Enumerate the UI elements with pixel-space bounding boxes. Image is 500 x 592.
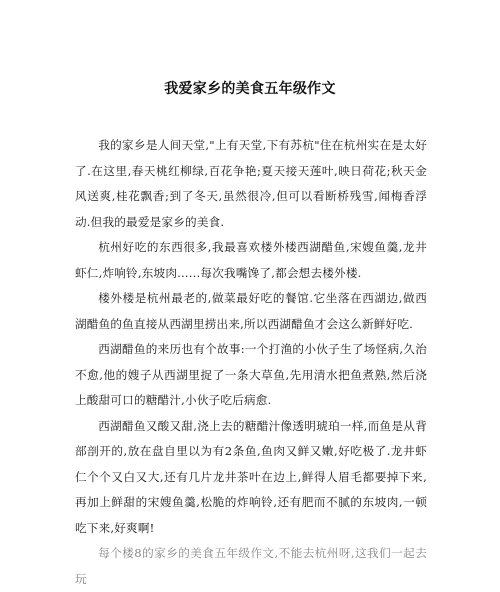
paragraph-3: 楼外楼是杭州最老的,做菜最好吃的餐馆.它坐落在西湖边,做西湖醋鱼的鱼直接从西湖里捞出来,所以西湖醋鱼才会这么新鲜好吃. [75,291,427,331]
paragraph-2: 杭州好吃的东西很多,我最喜欢楼外楼西湖醋鱼,宋嫂鱼羹,龙井虾仁,炸响铃,东坡肉......每次我嘴馋了,都会想去楼外楼. [75,240,427,280]
paragraph-1: 我的家乡是人间天堂,"上有天堂,下有苏杭"住在杭州实在是太好了.在这里,春天桃红柳绿,百花争艳;夏天接天莲叶,映日荷花;秋天金风送爽,桂花飘香;到了冬天,虽然很冷,但可以看断桥残雪,闻梅香浮动.但我的最爱是家乡的美食. [75,138,427,229]
document-body [75,133,427,592]
paragraph-5: 西湖醋鱼又酸又甜,浇上去的糖醋汁像透明琥珀一样,而鱼是从背部剖开的,放在盘自里以为有2条鱼,鱼肉又鲜又嫩,好吃极了.龙井虾仁个个又白又大,还有几片龙井茶叶在边上,鲜得人眉毛都要掉下来,再加上鲜甜的宋嫂鱼羹,松脆的炸响铃,还有肥而不腻的东坡肉,一顿吃下来,好爽啊! [75,418,427,535]
document-title: 我爱家乡的美食五年级作文 [164,81,336,97]
paragraph-cut-off: 每个楼8的家乡的美食五年级作文,不能去杭州呀,这我们一起去玩 [75,546,427,586]
paragraph-4: 西湖醋鱼的来历也有个故事:一个打渔的小伙子生了场怪病,久治不愈,他的嫂子从西湖里捉了一条大草鱼,先用清水把鱼煮熟,然后浇上酸甜可口的糖醋汁,小伙子吃后病愈. [75,342,427,407]
